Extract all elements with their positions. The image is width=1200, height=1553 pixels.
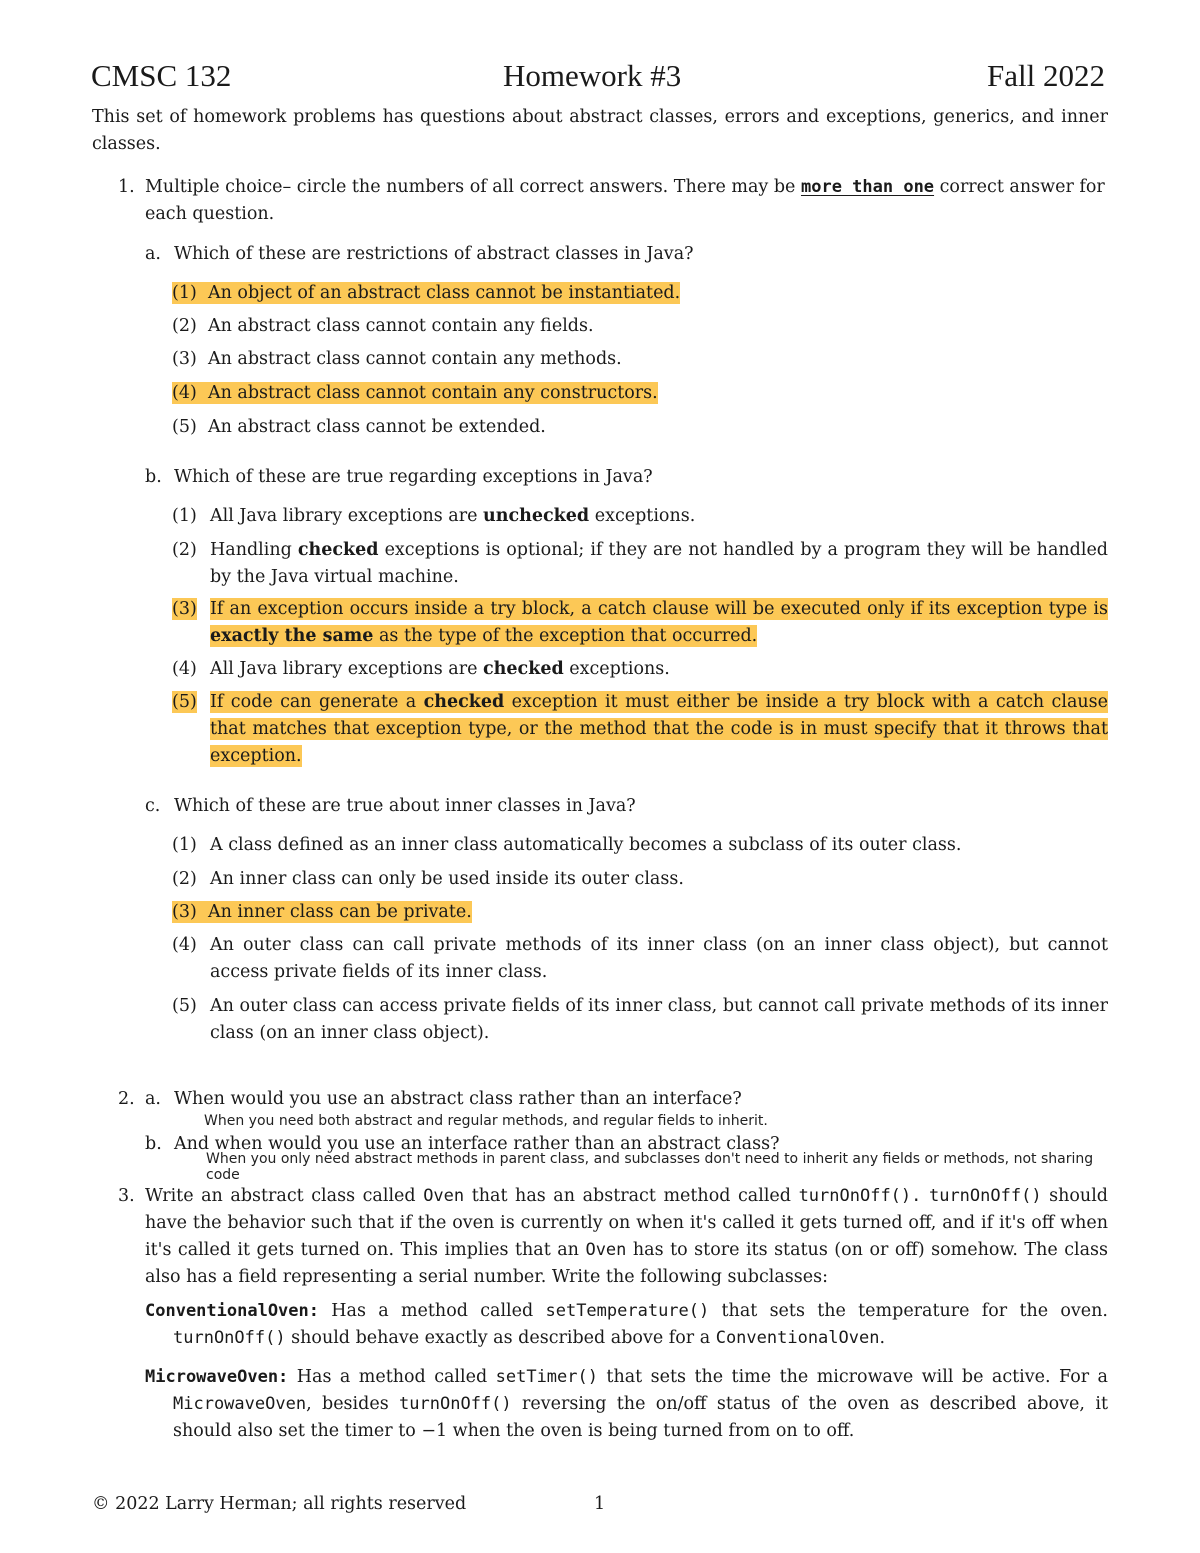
course-code: CMSC 132 [91, 58, 232, 93]
q1b-question: Which of these are true regarding exceptions in Java? [174, 467, 653, 487]
q1c-option-3: (3) An inner class can be private. [172, 902, 472, 922]
q2b-label: b. [145, 1134, 162, 1154]
q1-instructions: Multiple choice– circle the numbers of all correct answers. There may be more than one correct answer for each question. [145, 177, 1105, 224]
q1c-option-1-num: (1) [172, 835, 197, 855]
q1a-option-3: (3) An abstract class cannot contain any methods. [172, 349, 622, 369]
q2a-question: When would you use an abstract class rather than an interface? [174, 1089, 742, 1109]
q1c-label: c. [145, 796, 161, 816]
q3-paragraph: Write an abstract class called Oven that has an abstract method called turnOnOff(). turnOnOff() should have the behavior such that if the oven is currently on when it's called it gets turned off, and if it's off when it's called it gets turned on. This implies that an Oven has to store its status (on or off) somehow. The class also has a field representing a serial number. Write the following subclasses: [145, 1186, 1108, 1287]
q1c-option-5-num: (5) [172, 996, 197, 1016]
q1b-option-4-num: (4) [172, 659, 197, 679]
q1b-option-2-num: (2) [172, 540, 197, 560]
q1b-option-4: All Java library exceptions are checked exceptions. [210, 659, 670, 679]
q1c-option-2-num: (2) [172, 869, 197, 889]
q1b-option-5: If code can generate a checked exception it must either be inside a try block with a catch clause that matches that exception type, or the method that the code is in must specify that it throws that exception. [210, 692, 1108, 766]
q1c-option-1: A class defined as an inner class automatically becomes a subclass of its outer class. [210, 835, 962, 855]
footer-page-number: 1 [594, 1494, 606, 1514]
q3-microwave-oven: MicrowaveOven: Has a method called setTimer() that sets the time the microwave will be active. For a MicrowaveOven, besides turnOnOff() reversing the on/off status of the oven as described above, it should also set the timer to −1 when the oven is being turned from on to off. [145, 1367, 1108, 1441]
q1-number: 1. [118, 177, 135, 197]
q1a-label: a. [145, 244, 161, 264]
q1a-option-1: (1) An object of an abstract class cannot be instantiated. [172, 283, 681, 303]
q1b-option-3: If an exception occurs inside a try block, a catch clause will be executed only if its exception type is exactly the same as the type of the exception that occurred. [210, 599, 1108, 646]
q1a-question: Which of these are restrictions of abstract classes in Java? [174, 244, 694, 264]
q3-conventional-oven: ConventionalOven: Has a method called setTemperature() that sets the temperature for the oven. turnOnOff() should behave exactly as described above for a ConventionalOven. [145, 1301, 1108, 1348]
q2b-question: And when would you use an interface rather than an abstract class? [174, 1134, 780, 1154]
q1c-option-4: An outer class can call private methods of its inner class (on an inner class object), but cannot access private fields of its inner class. [210, 935, 1108, 982]
q1b-option-1-num: (1) [172, 506, 197, 526]
q1c-option-4-num: (4) [172, 935, 197, 955]
q1b-option-3-num: (3) [172, 599, 197, 619]
q1a-option-5: (5) An abstract class cannot be extended. [172, 417, 546, 437]
term: Fall 2022 [987, 58, 1105, 93]
intro-paragraph: This set of homework problems has questions about abstract classes, errors and exceptions, generics, and inner classes. [92, 107, 1108, 154]
more-than-one-emphasis: more than one [800, 177, 935, 197]
q1a-option-2: (2) An abstract class cannot contain any fields. [172, 316, 594, 336]
q1b-option-1: All Java library exceptions are unchecked exceptions. [210, 506, 696, 526]
footer-copyright: © 2022 Larry Herman; all rights reserved [92, 1494, 467, 1514]
q1b-label: b. [145, 467, 162, 487]
q1c-option-5: An outer class can access private fields of its inner class, but cannot call private methods of its inner class (on an inner class object). [210, 996, 1108, 1043]
q2b-answer: When you only need abstract methods in parent class, and subclasses don't need to inherit any fields or methods, not sharing code [206, 1151, 1094, 1183]
q2a-label: a. [145, 1089, 161, 1109]
q1a-option-4: (4) An abstract class cannot contain any constructors. [172, 383, 658, 403]
q1b-option-2: Handling checked exceptions is optional; if they are not handled by a program they will be handled by the Java virtual machine. [210, 540, 1109, 587]
q2a-answer: When you need both abstract and regular methods, and regular fields to inherit. [204, 1113, 768, 1129]
q1c-question: Which of these are true about inner classes in Java? [174, 796, 636, 816]
q1c-option-2: An inner class can only be used inside its outer class. [210, 869, 684, 889]
homework-title: Homework #3 [503, 58, 682, 93]
q1b-option-5-num: (5) [172, 692, 197, 712]
q3-number: 3. [118, 1186, 135, 1206]
q2-number: 2. [118, 1089, 135, 1109]
